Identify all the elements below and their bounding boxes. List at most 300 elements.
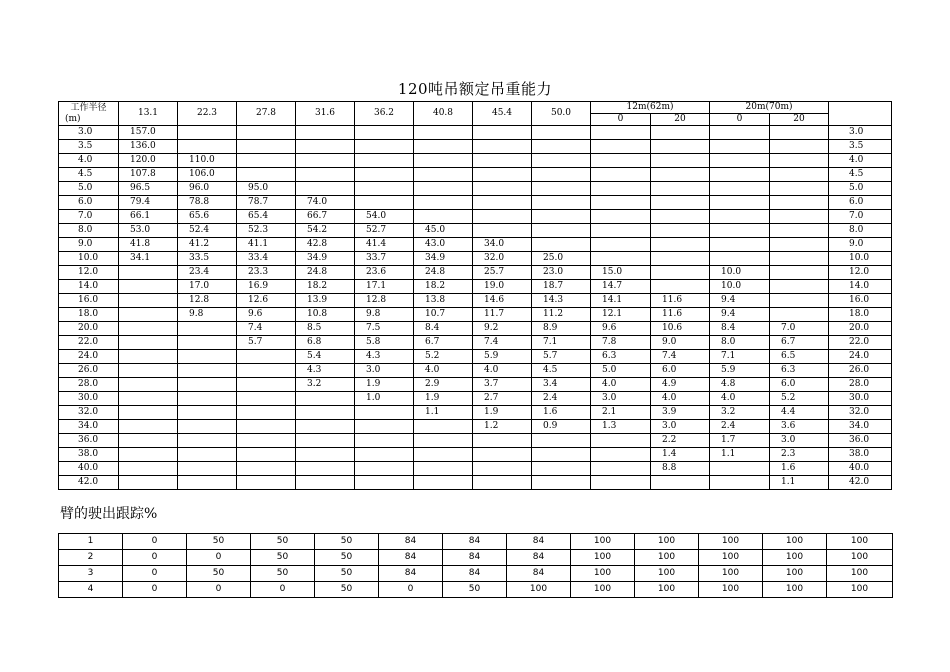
capacity-cell: 1.1 xyxy=(414,406,473,420)
capacity-cell: 8.0 xyxy=(710,336,770,350)
radius-right-cell: 24.0 xyxy=(829,350,892,364)
capacity-cell: 3.0 xyxy=(770,434,829,448)
capacity-cell: 16.9 xyxy=(237,280,296,294)
capacity-cell xyxy=(119,448,178,462)
tracking-value-cell: 84 xyxy=(507,534,571,550)
capacity-cell xyxy=(119,336,178,350)
capacity-cell xyxy=(178,476,237,490)
capacity-cell: 5.0 xyxy=(591,364,651,378)
radius-cell: 14.0 xyxy=(59,280,119,294)
capacity-cell: 10.7 xyxy=(414,308,473,322)
radius-right-header xyxy=(829,102,892,126)
radius-cell: 32.0 xyxy=(59,406,119,420)
tracking-value-cell: 84 xyxy=(507,566,571,582)
table-header-row xyxy=(59,102,892,114)
radius-cell: 28.0 xyxy=(59,378,119,392)
tracking-mode-cell: 4 xyxy=(59,582,123,598)
capacity-cell xyxy=(473,448,532,462)
table-row xyxy=(59,196,892,210)
capacity-cell: 25.7 xyxy=(473,266,532,280)
table-row xyxy=(59,294,892,308)
capacity-cell xyxy=(296,126,355,140)
radius-cell: 30.0 xyxy=(59,392,119,406)
radius-cell: 18.0 xyxy=(59,308,119,322)
capacity-cell: 0.9 xyxy=(532,420,591,434)
tracking-value-cell: 100 xyxy=(827,550,893,566)
capacity-cell xyxy=(532,168,591,182)
capacity-cell xyxy=(355,462,414,476)
tracking-value-cell: 50 xyxy=(315,550,379,566)
radius-right-cell: 22.0 xyxy=(829,336,892,350)
radius-cell: 4.0 xyxy=(59,154,119,168)
boom-length-header: 27.8 xyxy=(237,102,296,126)
capacity-cell xyxy=(296,476,355,490)
table-row xyxy=(59,476,892,490)
capacity-cell xyxy=(237,448,296,462)
capacity-cell xyxy=(296,168,355,182)
capacity-cell: 3.0 xyxy=(355,364,414,378)
capacity-cell xyxy=(591,224,651,238)
capacity-cell xyxy=(532,238,591,252)
capacity-cell xyxy=(532,448,591,462)
radius-cell: 42.0 xyxy=(59,476,119,490)
capacity-cell: 3.0 xyxy=(651,420,710,434)
capacity-cell: 1.1 xyxy=(710,448,770,462)
capacity-cell xyxy=(178,420,237,434)
tracking-value-cell: 0 xyxy=(123,550,187,566)
capacity-cell: 8.9 xyxy=(532,322,591,336)
capacity-cell xyxy=(770,126,829,140)
capacity-cell: 2.1 xyxy=(591,406,651,420)
capacity-cell xyxy=(119,378,178,392)
radius-cell: 26.0 xyxy=(59,364,119,378)
capacity-cell: 11.2 xyxy=(532,308,591,322)
table-row xyxy=(59,182,892,196)
capacity-cell xyxy=(414,434,473,448)
capacity-cell: 10.0 xyxy=(710,266,770,280)
capacity-cell: 2.3 xyxy=(770,448,829,462)
capacity-cell: 34.9 xyxy=(296,252,355,266)
radius-cell: 9.0 xyxy=(59,238,119,252)
capacity-cell xyxy=(591,448,651,462)
radius-cell: 20.0 xyxy=(59,322,119,336)
capacity-cell: 14.6 xyxy=(473,294,532,308)
table-row xyxy=(59,308,892,322)
radius-right-cell: 3.5 xyxy=(829,140,892,154)
capacity-cell xyxy=(591,196,651,210)
capacity-cell: 4.8 xyxy=(710,378,770,392)
capacity-cell: 6.8 xyxy=(296,336,355,350)
radius-right-cell: 26.0 xyxy=(829,364,892,378)
capacity-cell xyxy=(473,126,532,140)
capacity-cell: 65.6 xyxy=(178,210,237,224)
radius-cell: 12.0 xyxy=(59,266,119,280)
table-row xyxy=(59,420,892,434)
capacity-cell xyxy=(178,406,237,420)
capacity-cell xyxy=(473,462,532,476)
capacity-cell: 11.7 xyxy=(473,308,532,322)
capacity-cell: 96.5 xyxy=(119,182,178,196)
radius-right-cell: 14.0 xyxy=(829,280,892,294)
radius-cell: 38.0 xyxy=(59,448,119,462)
capacity-cell xyxy=(414,420,473,434)
capacity-cell xyxy=(237,168,296,182)
capacity-cell: 79.4 xyxy=(119,196,178,210)
capacity-cell xyxy=(296,448,355,462)
tracking-value-cell: 100 xyxy=(635,534,699,550)
capacity-cell: 7.4 xyxy=(237,322,296,336)
radius-right-cell: 6.0 xyxy=(829,196,892,210)
capacity-cell: 1.9 xyxy=(414,392,473,406)
capacity-cell: 4.3 xyxy=(355,350,414,364)
capacity-cell xyxy=(237,392,296,406)
capacity-cell xyxy=(355,420,414,434)
capacity-cell: 66.7 xyxy=(296,210,355,224)
capacity-cell: 6.3 xyxy=(770,364,829,378)
capacity-cell xyxy=(710,168,770,182)
tracking-value-cell: 100 xyxy=(827,582,893,598)
capacity-cell xyxy=(355,476,414,490)
capacity-cell xyxy=(119,434,178,448)
capacity-cell: 24.8 xyxy=(296,266,355,280)
capacity-cell xyxy=(710,196,770,210)
capacity-cell: 95.0 xyxy=(237,182,296,196)
tracking-value-cell: 0 xyxy=(251,582,315,598)
capacity-cell xyxy=(355,448,414,462)
capacity-cell: 3.6 xyxy=(770,420,829,434)
capacity-cell xyxy=(591,182,651,196)
table-row xyxy=(59,126,892,140)
capacity-cell xyxy=(710,182,770,196)
capacity-cell: 19.0 xyxy=(473,280,532,294)
tracking-value-cell: 100 xyxy=(571,566,635,582)
radius-right-cell: 18.0 xyxy=(829,308,892,322)
capacity-cell: 1.6 xyxy=(770,462,829,476)
capacity-cell: 7.4 xyxy=(651,350,710,364)
capacity-cell xyxy=(770,224,829,238)
capacity-cell: 6.5 xyxy=(770,350,829,364)
capacity-cell xyxy=(119,462,178,476)
tracking-value-cell: 0 xyxy=(123,582,187,598)
capacity-cell: 5.8 xyxy=(355,336,414,350)
capacity-cell: 23.6 xyxy=(355,266,414,280)
tracking-value-cell: 100 xyxy=(763,582,827,598)
capacity-cell: 41.1 xyxy=(237,238,296,252)
tracking-mode-cell: 1 xyxy=(59,534,123,550)
capacity-cell: 14.1 xyxy=(591,294,651,308)
capacity-cell xyxy=(237,434,296,448)
capacity-cell: 78.8 xyxy=(178,196,237,210)
capacity-cell: 1.4 xyxy=(651,448,710,462)
capacity-cell: 33.4 xyxy=(237,252,296,266)
capacity-cell xyxy=(119,476,178,490)
capacity-cell: 52.4 xyxy=(178,224,237,238)
capacity-cell: 157.0 xyxy=(119,126,178,140)
tracking-value-cell: 84 xyxy=(379,550,443,566)
tracking-value-cell: 84 xyxy=(507,550,571,566)
capacity-cell: 12.1 xyxy=(591,308,651,322)
table-row xyxy=(59,336,892,350)
capacity-cell: 4.0 xyxy=(414,364,473,378)
capacity-cell xyxy=(651,154,710,168)
capacity-cell xyxy=(473,182,532,196)
capacity-cell: 45.0 xyxy=(414,224,473,238)
tracking-value-cell: 100 xyxy=(699,550,763,566)
capacity-cell xyxy=(296,182,355,196)
capacity-cell: 54.2 xyxy=(296,224,355,238)
capacity-cell xyxy=(355,434,414,448)
capacity-cell xyxy=(651,252,710,266)
capacity-cell xyxy=(591,210,651,224)
capacity-cell xyxy=(355,140,414,154)
capacity-cell: 1.9 xyxy=(355,378,414,392)
capacity-cell: 65.4 xyxy=(237,210,296,224)
capacity-cell xyxy=(237,154,296,168)
jib-12m-header: 12m(62m) xyxy=(591,102,710,114)
jib-angle-header: 0 xyxy=(710,114,770,126)
capacity-cell: 2.7 xyxy=(473,392,532,406)
capacity-cell xyxy=(119,364,178,378)
capacity-cell xyxy=(119,392,178,406)
capacity-cell: 9.6 xyxy=(237,308,296,322)
boom-length-header: 40.8 xyxy=(414,102,473,126)
capacity-cell: 3.2 xyxy=(296,378,355,392)
capacity-cell xyxy=(119,294,178,308)
capacity-cell: 136.0 xyxy=(119,140,178,154)
capacity-cell: 4.3 xyxy=(296,364,355,378)
capacity-cell xyxy=(355,154,414,168)
tracking-value-cell: 100 xyxy=(763,550,827,566)
capacity-cell: 2.2 xyxy=(651,434,710,448)
tracking-value-cell: 0 xyxy=(187,550,251,566)
tracking-value-cell: 100 xyxy=(827,534,893,550)
capacity-cell: 5.9 xyxy=(473,350,532,364)
capacity-cell: 17.1 xyxy=(355,280,414,294)
capacity-cell xyxy=(770,154,829,168)
tracking-value-cell: 100 xyxy=(763,566,827,582)
capacity-cell: 11.6 xyxy=(651,308,710,322)
radius-right-cell: 4.0 xyxy=(829,154,892,168)
capacity-cell: 13.9 xyxy=(296,294,355,308)
capacity-cell: 12.8 xyxy=(178,294,237,308)
capacity-cell xyxy=(710,154,770,168)
capacity-cell: 106.0 xyxy=(178,168,237,182)
radius-right-cell: 40.0 xyxy=(829,462,892,476)
radius-header-label: 工作半径 xyxy=(70,102,107,113)
capacity-cell xyxy=(237,378,296,392)
table-row xyxy=(59,154,892,168)
radius-right-cell: 38.0 xyxy=(829,448,892,462)
radius-header-unit: (m) xyxy=(65,113,81,124)
capacity-cell xyxy=(473,210,532,224)
tracking-value-cell: 100 xyxy=(699,582,763,598)
capacity-cell: 43.0 xyxy=(414,238,473,252)
capacity-cell: 18.2 xyxy=(414,280,473,294)
capacity-cell xyxy=(532,154,591,168)
capacity-cell: 42.8 xyxy=(296,238,355,252)
capacity-cell: 7.1 xyxy=(532,336,591,350)
capacity-cell xyxy=(770,140,829,154)
table-row xyxy=(59,392,892,406)
capacity-cell xyxy=(237,406,296,420)
capacity-cell: 10.8 xyxy=(296,308,355,322)
capacity-cell xyxy=(770,238,829,252)
tracking-mode-cell: 3 xyxy=(59,566,123,582)
capacity-cell: 2.4 xyxy=(532,392,591,406)
capacity-cell xyxy=(237,420,296,434)
capacity-cell: 4.0 xyxy=(473,364,532,378)
capacity-cell: 33.7 xyxy=(355,252,414,266)
capacity-cell: 17.0 xyxy=(178,280,237,294)
capacity-cell xyxy=(414,210,473,224)
radius-right-cell: 16.0 xyxy=(829,294,892,308)
capacity-cell: 6.0 xyxy=(651,364,710,378)
capacity-cell: 54.0 xyxy=(355,210,414,224)
radius-cell: 36.0 xyxy=(59,434,119,448)
capacity-cell xyxy=(473,434,532,448)
capacity-cell xyxy=(770,210,829,224)
boom-length-header: 50.0 xyxy=(532,102,591,126)
tracking-value-cell: 50 xyxy=(251,534,315,550)
capacity-cell xyxy=(710,476,770,490)
capacity-cell xyxy=(119,308,178,322)
capacity-cell xyxy=(651,210,710,224)
radius-right-cell: 34.0 xyxy=(829,420,892,434)
tracking-value-cell: 100 xyxy=(763,534,827,550)
radius-cell: 8.0 xyxy=(59,224,119,238)
capacity-cell xyxy=(296,420,355,434)
tracking-value-cell: 100 xyxy=(571,534,635,550)
tracking-value-cell: 50 xyxy=(315,566,379,582)
capacity-cell xyxy=(414,168,473,182)
capacity-cell: 41.8 xyxy=(119,238,178,252)
capacity-cell: 25.0 xyxy=(532,252,591,266)
capacity-cell: 1.7 xyxy=(710,434,770,448)
capacity-cell xyxy=(770,252,829,266)
tracking-value-cell: 50 xyxy=(315,582,379,598)
capacity-cell: 5.7 xyxy=(237,336,296,350)
capacity-cell xyxy=(178,378,237,392)
radius-right-cell: 12.0 xyxy=(829,266,892,280)
capacity-cell xyxy=(237,462,296,476)
radius-right-cell: 5.0 xyxy=(829,182,892,196)
radius-right-cell: 7.0 xyxy=(829,210,892,224)
capacity-cell: 10.6 xyxy=(651,322,710,336)
radius-right-cell: 32.0 xyxy=(829,406,892,420)
radius-cell: 24.0 xyxy=(59,350,119,364)
capacity-cell: 52.7 xyxy=(355,224,414,238)
jib-20m-header: 20m(70m) xyxy=(710,102,829,114)
capacity-cell xyxy=(651,182,710,196)
capacity-cell: 12.6 xyxy=(237,294,296,308)
capacity-cell: 8.4 xyxy=(414,322,473,336)
tracking-value-cell: 84 xyxy=(443,566,507,582)
tracking-value-cell: 100 xyxy=(635,582,699,598)
capacity-cell xyxy=(178,322,237,336)
capacity-cell xyxy=(591,140,651,154)
capacity-cell xyxy=(651,168,710,182)
capacity-cell: 8.4 xyxy=(710,322,770,336)
tracking-value-cell: 84 xyxy=(379,534,443,550)
capacity-cell: 1.6 xyxy=(532,406,591,420)
capacity-cell xyxy=(591,462,651,476)
capacity-cell xyxy=(770,280,829,294)
table-row xyxy=(59,238,892,252)
radius-cell: 34.0 xyxy=(59,420,119,434)
capacity-cell xyxy=(710,140,770,154)
capacity-cell: 1.1 xyxy=(770,476,829,490)
capacity-cell: 2.4 xyxy=(710,420,770,434)
capacity-cell xyxy=(710,252,770,266)
capacity-cell xyxy=(119,280,178,294)
capacity-cell xyxy=(355,126,414,140)
capacity-cell xyxy=(532,182,591,196)
capacity-cell xyxy=(591,476,651,490)
table-row xyxy=(59,322,892,336)
capacity-cell xyxy=(473,224,532,238)
capacity-cell xyxy=(296,140,355,154)
capacity-cell xyxy=(414,182,473,196)
capacity-cell: 18.7 xyxy=(532,280,591,294)
capacity-cell xyxy=(651,126,710,140)
capacity-cell: 5.2 xyxy=(770,392,829,406)
tracking-row xyxy=(59,582,893,598)
capacity-cell: 5.9 xyxy=(710,364,770,378)
radius-right-cell: 10.0 xyxy=(829,252,892,266)
boom-length-header: 45.4 xyxy=(473,102,532,126)
capacity-cell xyxy=(591,154,651,168)
capacity-cell: 4.5 xyxy=(532,364,591,378)
capacity-cell xyxy=(710,238,770,252)
radius-cell: 22.0 xyxy=(59,336,119,350)
table-row xyxy=(59,280,892,294)
radius-cell: 5.0 xyxy=(59,182,119,196)
tracking-value-cell: 50 xyxy=(443,582,507,598)
tracking-value-cell: 0 xyxy=(123,566,187,582)
radius-right-cell: 4.5 xyxy=(829,168,892,182)
capacity-cell: 2.9 xyxy=(414,378,473,392)
capacity-cell xyxy=(651,238,710,252)
capacity-cell: 4.0 xyxy=(591,378,651,392)
tracking-value-cell: 84 xyxy=(443,534,507,550)
tracking-row xyxy=(59,550,893,566)
capacity-cell xyxy=(651,196,710,210)
capacity-cell xyxy=(119,406,178,420)
radius-right-cell: 20.0 xyxy=(829,322,892,336)
capacity-cell xyxy=(414,196,473,210)
capacity-cell: 1.2 xyxy=(473,420,532,434)
capacity-cell xyxy=(414,476,473,490)
capacity-cell xyxy=(178,336,237,350)
capacity-cell xyxy=(178,350,237,364)
capacity-cell: 13.8 xyxy=(414,294,473,308)
capacity-cell: 12.8 xyxy=(355,294,414,308)
capacity-cell xyxy=(591,434,651,448)
capacity-cell: 10.0 xyxy=(710,280,770,294)
capacity-cell: 3.2 xyxy=(710,406,770,420)
capacity-cell: 9.8 xyxy=(178,308,237,322)
tracking-section-title: 臂的驶出跟踪% xyxy=(60,506,158,522)
tracking-value-cell: 100 xyxy=(571,550,635,566)
capacity-cell xyxy=(651,280,710,294)
boom-length-header: 13.1 xyxy=(119,102,178,126)
capacity-cell xyxy=(355,196,414,210)
capacity-cell xyxy=(591,168,651,182)
capacity-cell xyxy=(355,182,414,196)
capacity-cell xyxy=(237,126,296,140)
capacity-cell xyxy=(770,168,829,182)
capacity-cell xyxy=(237,350,296,364)
